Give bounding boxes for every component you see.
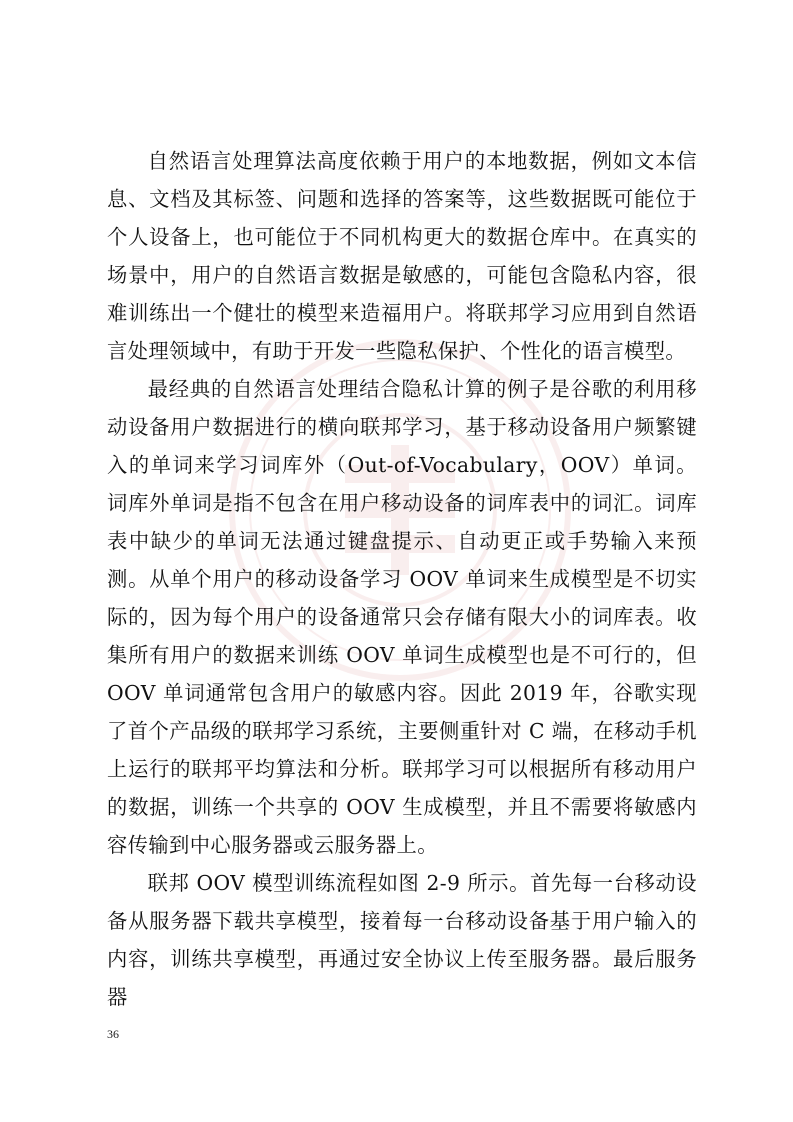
page-body [107, 142, 697, 1016]
body-paragraph-1: 自然语言处理算法高度依赖于用户的本地数据，例如文本信息、文档及其标签、问题和选择的答案等，这些数据既可能位于个人设备上，也可能位于不同机构更大的数据仓库中。在真实的场景中，用户的自然语言数据是敏感的，可能包含隐私内容，很难训练出一个健壮的模型来造福用户。将联邦学习应用到自然语言处理领域中，有助于开发一些隐私保护、个性化的语言模型。 [107, 149, 697, 363]
body-paragraph-3: 联邦 OOV 模型训练流程如图 2-9 所示。首先每一台移动设备从服务器下载共享模型，接着每一台移动设备基于用户输入的内容，训练共享模型，再通过安全协议上传至服务器。最后服务器 [107, 871, 697, 1009]
body-paragraph-2: 最经典的自然语言处理结合隐私计算的例子是谷歌的利用移动设备用户数据进行的横向联邦学习，基于移动设备用户频繁键入的单词来学习词库外（Out-of-Vocabulary，OOV）单词。词库外单词是指不包含在用户移动设备的词库表中的词汇。词库表中缺少的单词无法通过键盘提示、自动更正或手势输入来预测。从单个用户的移动设备学习 OOV 单词来生成模型是不切实际的，因为每个用户的设备通常只会存储有限大小的词库表。收集所有用户的数据来训练 OOV 单词生成模型也是不可行的，但 OOV 单词通常包含用户的敏感内容。因此 2019 年，谷歌实现了首个产品级的联邦学习系统，主要侧重针对 C 端，在移动手机上运行的联邦平均算法和分析。联邦学习可以根据所有移动用户的数据，训练一个共享的 OOV 生成模型，并且不需要将敏感内容传输到中心服务器或云服务器上。 [107, 377, 697, 857]
page-number: 36 [107, 1027, 119, 1041]
